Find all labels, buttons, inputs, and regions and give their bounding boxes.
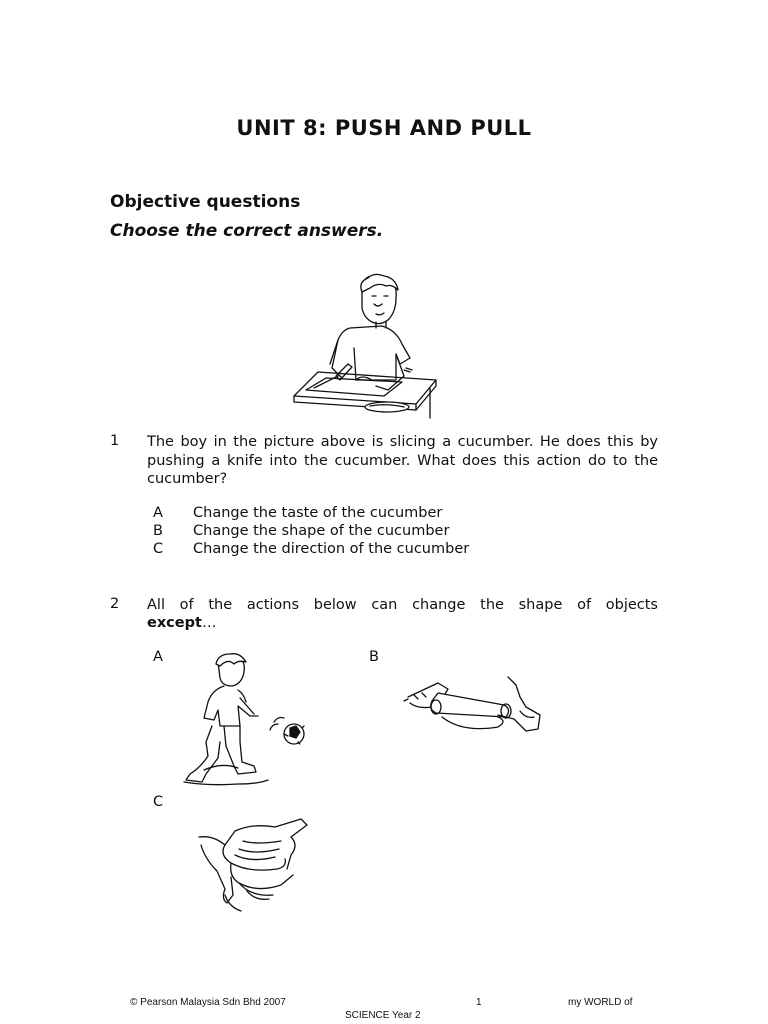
hands-shaping-dough-illustration[interactable] bbox=[195, 815, 315, 915]
picture-label-c: C bbox=[153, 794, 164, 810]
boy-kicking-ball-illustration[interactable] bbox=[178, 650, 310, 790]
question-1-option-c[interactable] bbox=[153, 541, 469, 557]
rolling-pin-hands-illustration[interactable] bbox=[402, 655, 552, 745]
footer-copyright: © Pearson Malaysia Sdn Bhd 2007 bbox=[130, 997, 286, 1008]
instruction-text: Choose the correct answers. bbox=[110, 221, 384, 241]
footer-series-line1: my WORLD of bbox=[568, 997, 633, 1008]
footer-page-number: 1 bbox=[476, 997, 482, 1008]
section-heading: Objective questions bbox=[110, 192, 301, 212]
boy-slicing-cucumber-illustration bbox=[292, 268, 440, 420]
option-letter: B bbox=[153, 523, 163, 539]
option-letter: A bbox=[153, 505, 163, 521]
option-letter: C bbox=[153, 541, 164, 557]
question-1-number: 1 bbox=[110, 433, 120, 449]
picture-label-a: A bbox=[153, 649, 163, 665]
emphasis-except: except bbox=[147, 615, 202, 631]
option-text: Change the shape of the cucumber bbox=[193, 523, 450, 539]
page-title: UNIT 8: PUSH AND PULL bbox=[236, 116, 532, 140]
option-text: Change the direction of the cucumber bbox=[193, 541, 470, 557]
question-2-text: All of the actions below can change the shape of objects bbox=[147, 597, 658, 613]
question-1-option-a[interactable] bbox=[153, 505, 442, 521]
picture-label-b: B bbox=[369, 649, 379, 665]
question-1-text: The boy in the picture above is slicing a cucumber. He does this by pushing a knife into the cucumber. What does this action do to the cucumber? bbox=[147, 434, 658, 487]
question-2-text-continued bbox=[147, 614, 658, 633]
question-1-option-b[interactable] bbox=[153, 523, 449, 539]
footer-series-line2: SCIENCE Year 2 bbox=[345, 1010, 421, 1021]
question-2-number: 2 bbox=[110, 596, 120, 612]
ellipsis: … bbox=[201, 615, 217, 631]
option-text: Change the taste of the cucumber bbox=[193, 505, 443, 521]
